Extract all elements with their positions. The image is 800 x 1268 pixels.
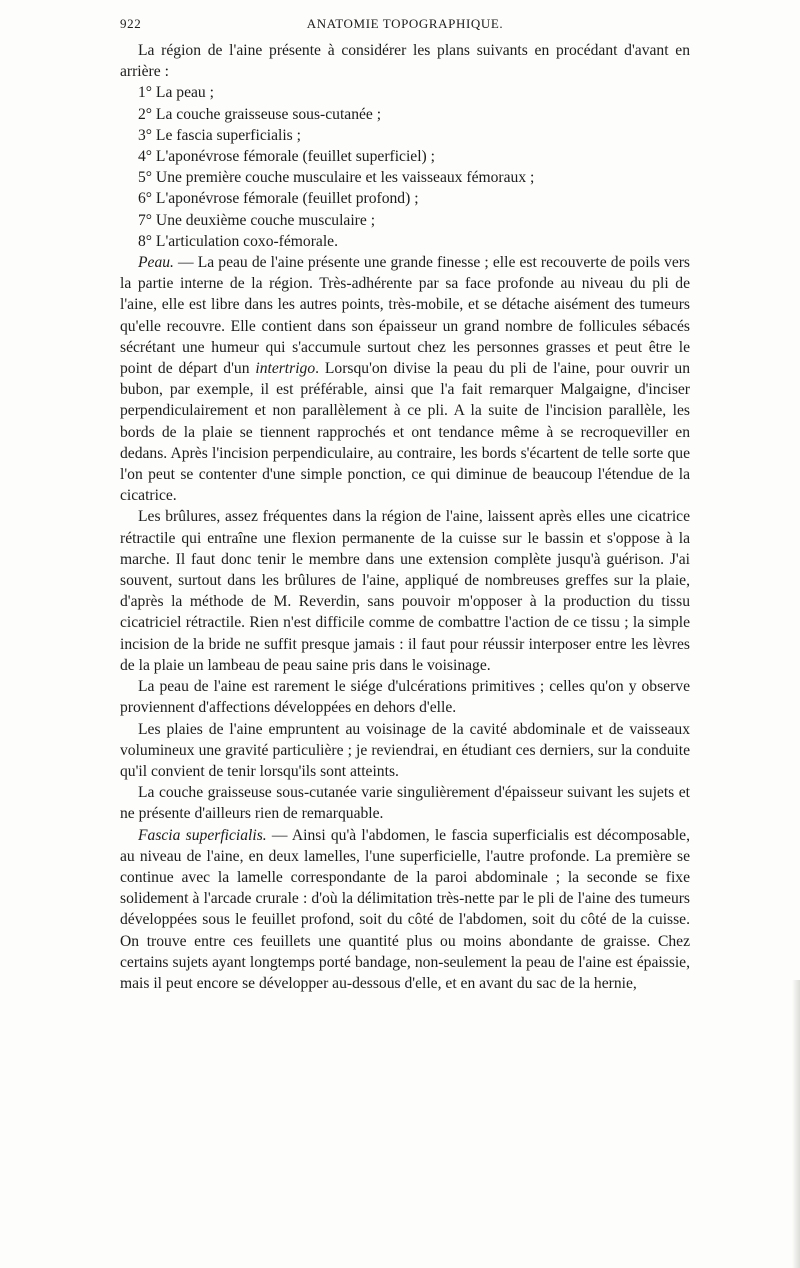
layer-item-4: 4° L'aponévrose fémorale (feuillet superficiel) ; (138, 148, 435, 166)
fascia-heading: Fascia superficialis. (138, 826, 267, 844)
layer-item-6: 6° L'aponévrose fémorale (feuillet profond) ; (138, 190, 419, 208)
running-title: ANATOMIE TOPOGRAPHIQUE. (306, 16, 504, 31)
body-text (120, 40, 690, 994)
peau-heading: Peau. (138, 254, 174, 272)
fascia-text: — Ainsi qu'à l'abdomen, le fascia superficialis est décomposable, au niveau de l'aine, en deux lamelles, l'une superficielle, l'autre profonde. La première se continue avec la lamelle correspondante de la paroi abdominale ; la seconde se fixe solidement à l'arcade crurale : d'où la délimitation très-nette par le pli de l'aine des tumeurs développées sous le feuillet profond, soit du côté de l'abdomen, soit du côté de la cuisse. On trouve entre ces feuillets une quantité plus ou moins abondante de graisse. Chez certains sujets ayant longtemps porté bandage, non-seulement la peau de l'aine est épaissie, mais il peut encore se développer au-dessous d'elle, et en avant du sac de la hernie, (120, 826, 690, 992)
intertrigo-term: intertrigo (255, 360, 316, 378)
layer-item-7: 7° Une deuxième couche musculaire ; (138, 211, 376, 229)
layer-item-1: 1° La peau ; (138, 84, 214, 102)
brulures-paragraph: Les brûlures, assez fréquentes dans la région de l'aine, laissent après elles une cicatrice rétractile qui entraîne une flexion permanente de la cuisse sur le bassin et s'oppose à la marche. Il faut donc tenir le membre dans une extension complète jusqu'à guérison. J'ai souvent, surtout dans les brûlures de l'aine, appliqué de nombreuses greffes sur la plaie, d'après la méthode de M. Reverdin, sans pouvoir m'opposer à la production du tissu cicatriciel rétractile. Rien n'est difficile comme de combattre l'action de ce tissu ; la simple incision de la bride ne suffit presque jamais : il faut pour réussir interposer entre les lèvres de la plaie un lambeau de peau saine pris dans le voisinage. (120, 508, 690, 674)
page-number: 922 (120, 16, 142, 31)
peau-text-before: — La peau de l'aine présente une grande finesse ; elle est recouverte de poils vers la partie interne de la région. Très-adhérente par sa face profonde au niveau du pli de l'aine, elle est libre dans les autres points, très-mobile, et se détache aisément des tumeurs qu'elle recouvre. Elle contient dans son épaisseur un grand nombre de follicules sébacés sécrétant une humeur qui s'accumule surtout chez les personnes grasses et peut être le point de départ d'un (120, 254, 690, 378)
plaies-paragraph: Les plaies de l'aine empruntent au voisinage de la cavité abdominale et de vaisseaux volumineux une gravité particulière ; je reviendrai, en étudiant ces derniers, sur la conduite qu'il convient de tenir lorsqu'ils sont atteints. (120, 720, 690, 780)
page-header (120, 10, 690, 34)
peau-text-after: . Lorsqu'on divise la peau du pli de l'aine, pour ouvrir un bubon, par exemple, il est préférable, ainsi que l'a fait remarquer Malgaigne, d'inciser perpendiculairement et non parallèlement à ce pli. A la suite de l'incision parallèle, les bords de la plaie se tiennent rapprochés et ont tendance même à se recroqueviller en dedans. Après l'incision perpendiculaire, au contraire, les bords s'écartent de telle sorte que l'on peut se contenter d'une simple ponction, ce qui diminue de beaucoup l'étendue de la cicatrice. (120, 360, 691, 505)
layer-item-3: 3° Le fascia superficialis ; (138, 126, 301, 144)
fascia-paragraph (120, 825, 690, 995)
couche-paragraph: La couche graisseuse sous-cutanée varie singulièrement d'épaisseur suivant les sujets et ne présente d'ailleurs rien de remarquable. (120, 784, 690, 823)
layer-item-2: 2° La couche graisseuse sous-cutanée ; (138, 105, 382, 123)
page-edge-shadow (792, 980, 800, 1268)
layers-list (120, 82, 690, 252)
ulcerations-paragraph: La peau de l'aine est rarement le siége d'ulcérations primitives ; celles qu'on y observe proviennent d'affections développées en dehors d'elle. (120, 678, 690, 717)
intro-paragraph: La région de l'aine présente à considérer les plans suivants en procédant d'avant en arrière : (120, 42, 690, 81)
layer-item-5: 5° Une première couche musculaire et les vaisseaux fémoraux ; (138, 169, 535, 187)
peau-paragraph (120, 252, 690, 506)
layer-item-8: 8° L'articulation coxo-fémorale. (138, 232, 338, 250)
